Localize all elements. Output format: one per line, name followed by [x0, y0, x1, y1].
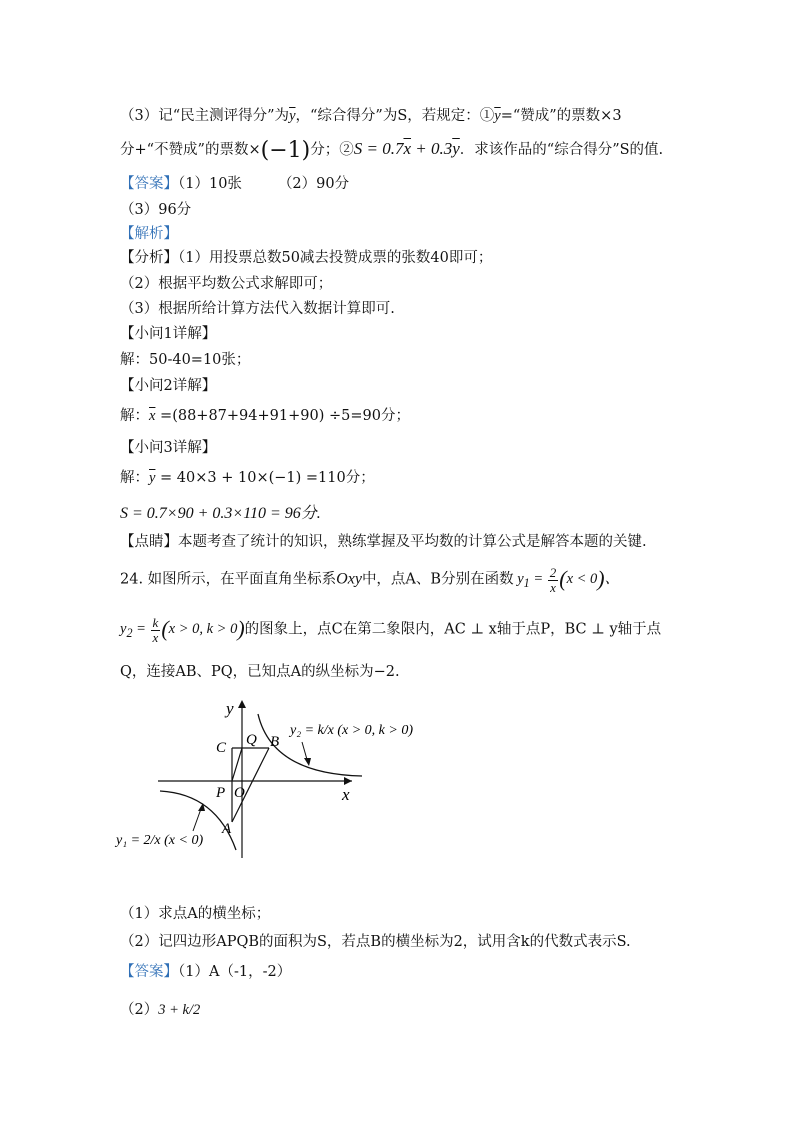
q23-l2b: 分；② — [310, 142, 354, 158]
detail1-title: 【小问1详解】 — [120, 326, 217, 342]
analysis-s2: （2）根据平均数公式求解即可； — [120, 276, 333, 292]
q23-l2a: 分+“不赞成”的票数× — [120, 142, 261, 158]
y-arrow — [238, 700, 246, 708]
answer24-line2 — [120, 998, 200, 1019]
x-arrow — [344, 777, 352, 785]
detail1-text: 解：50-40=10张； — [120, 352, 251, 368]
y2-func: $y_2$ = $\frac{k}{x}$ (x > 0, k > 0) — [120, 615, 245, 645]
q23-part3-line2 — [120, 138, 663, 163]
detail3-title: 【小问3详解】 — [120, 440, 217, 456]
formula-s: $S = 0.7\overline{x} + 0.3\overline{y}$ — [353, 139, 460, 158]
x-bar: $\overline{x}$ — [149, 408, 156, 424]
detail3-prefix: 解： — [120, 470, 149, 486]
detail2-title: 【小问2详解】 — [120, 378, 217, 394]
y1-func: $y_1$ = $\frac{2}{x}$ (x < 0)、 — [513, 565, 620, 595]
q23-l2c: ．求该作品的“综合得分”S的值. — [459, 142, 664, 158]
analysis-label: 【分析】 — [120, 250, 178, 266]
q24-l1b: 中，点A、B分别在函数 — [361, 571, 514, 588]
line-pq — [232, 748, 242, 781]
q24-line1 — [120, 566, 619, 594]
label-p: P — [216, 785, 226, 801]
answer24-a1: （1）A（-1，-2） — [178, 964, 292, 980]
answer-tag: 【答案】 — [120, 176, 178, 192]
label-q: Q — [246, 732, 257, 748]
detail2-line — [120, 404, 410, 425]
detail3-line1 — [120, 466, 375, 487]
label-y1: y₁ = 2/x (x < 0) — [116, 833, 204, 848]
paren-neg1: (−1) — [260, 138, 311, 163]
detail3-l1: = 40×3 + 10×(−1) =110分； — [155, 470, 375, 486]
analysis-s3: （3）根据所给计算方法代入数据计算即可. — [120, 301, 395, 317]
q23-l1c: =“赞成”的票数×3 — [500, 108, 622, 124]
q24-p1: （1）求点A的横坐标； — [120, 906, 271, 922]
analysis-s1: （1）用投票总数50减去投赞成票的张数40即可； — [178, 250, 493, 266]
q23-part3-line1 — [120, 104, 622, 125]
answer23-a3: （3）96分 — [120, 202, 192, 218]
comment-text: 本题考查了统计的知识，熟练掌握及平均数的计算公式是解答本题的关键. — [178, 534, 647, 550]
detail2-prefix: 解： — [120, 408, 149, 424]
answer24-a2-expr: 3 + k/2 — [158, 1002, 201, 1018]
detail3-l2: S = 0.7×90 + 0.3×110 = 96分. — [120, 505, 321, 522]
y-bar: $\overline{y}$ — [289, 108, 296, 124]
detail2-text: =(88+87+94+91+90) ÷5=90分； — [155, 408, 410, 424]
q24-l3: Q，连接AB、PQ，已知点A的纵坐标为−2. — [120, 664, 400, 680]
comment-tag: 【点睛】 — [120, 534, 178, 550]
answer24-tag: 【答案】 — [120, 964, 178, 980]
arrow-y1-head — [198, 803, 205, 811]
q24-p2: （2）记四边形APQB的面积为S，若点B的横坐标为2，试用含k的代数式表示S. — [120, 934, 631, 950]
label-y2: y₂ = k/x (x > 0, k > 0) — [290, 723, 413, 738]
label-y: y — [226, 699, 234, 718]
analysis-tag: 【解析】 — [120, 226, 178, 242]
comment-line — [120, 530, 647, 551]
y-bar-2: $\overline{y}$ — [494, 108, 501, 124]
y-bar-3: $\overline{y}$ — [149, 470, 156, 486]
q24-l1a: 24. 如图所示，在平面直角坐标系 — [120, 571, 337, 588]
answer23-a1: （1）10张 — [178, 176, 242, 192]
q24-line2 — [120, 616, 661, 644]
label-a: A — [222, 821, 232, 837]
q24-l2b: 的图象上，点C在第二象限内，AC ⊥ x轴于点P，BC ⊥ y轴于点 — [244, 621, 662, 638]
analysis-line1 — [120, 246, 492, 267]
label-o: O — [234, 785, 245, 801]
label-c: C — [216, 740, 227, 756]
label-x: x — [342, 785, 350, 804]
q23-l1a: （3）记“民主测评得分”为 — [120, 108, 290, 124]
answer24-a2-prefix: （2） — [120, 1002, 159, 1018]
answer23-a2: （2）90分 — [277, 176, 350, 192]
oxy: Oxy — [336, 570, 362, 588]
answer23-line1 — [120, 172, 349, 193]
label-b: B — [270, 734, 280, 750]
arrow-y2-head — [304, 758, 311, 766]
function-graph — [112, 696, 452, 866]
q23-l1b: ，“综合得分”为S，若规定：① — [295, 108, 495, 124]
answer24-line1 — [120, 960, 291, 981]
